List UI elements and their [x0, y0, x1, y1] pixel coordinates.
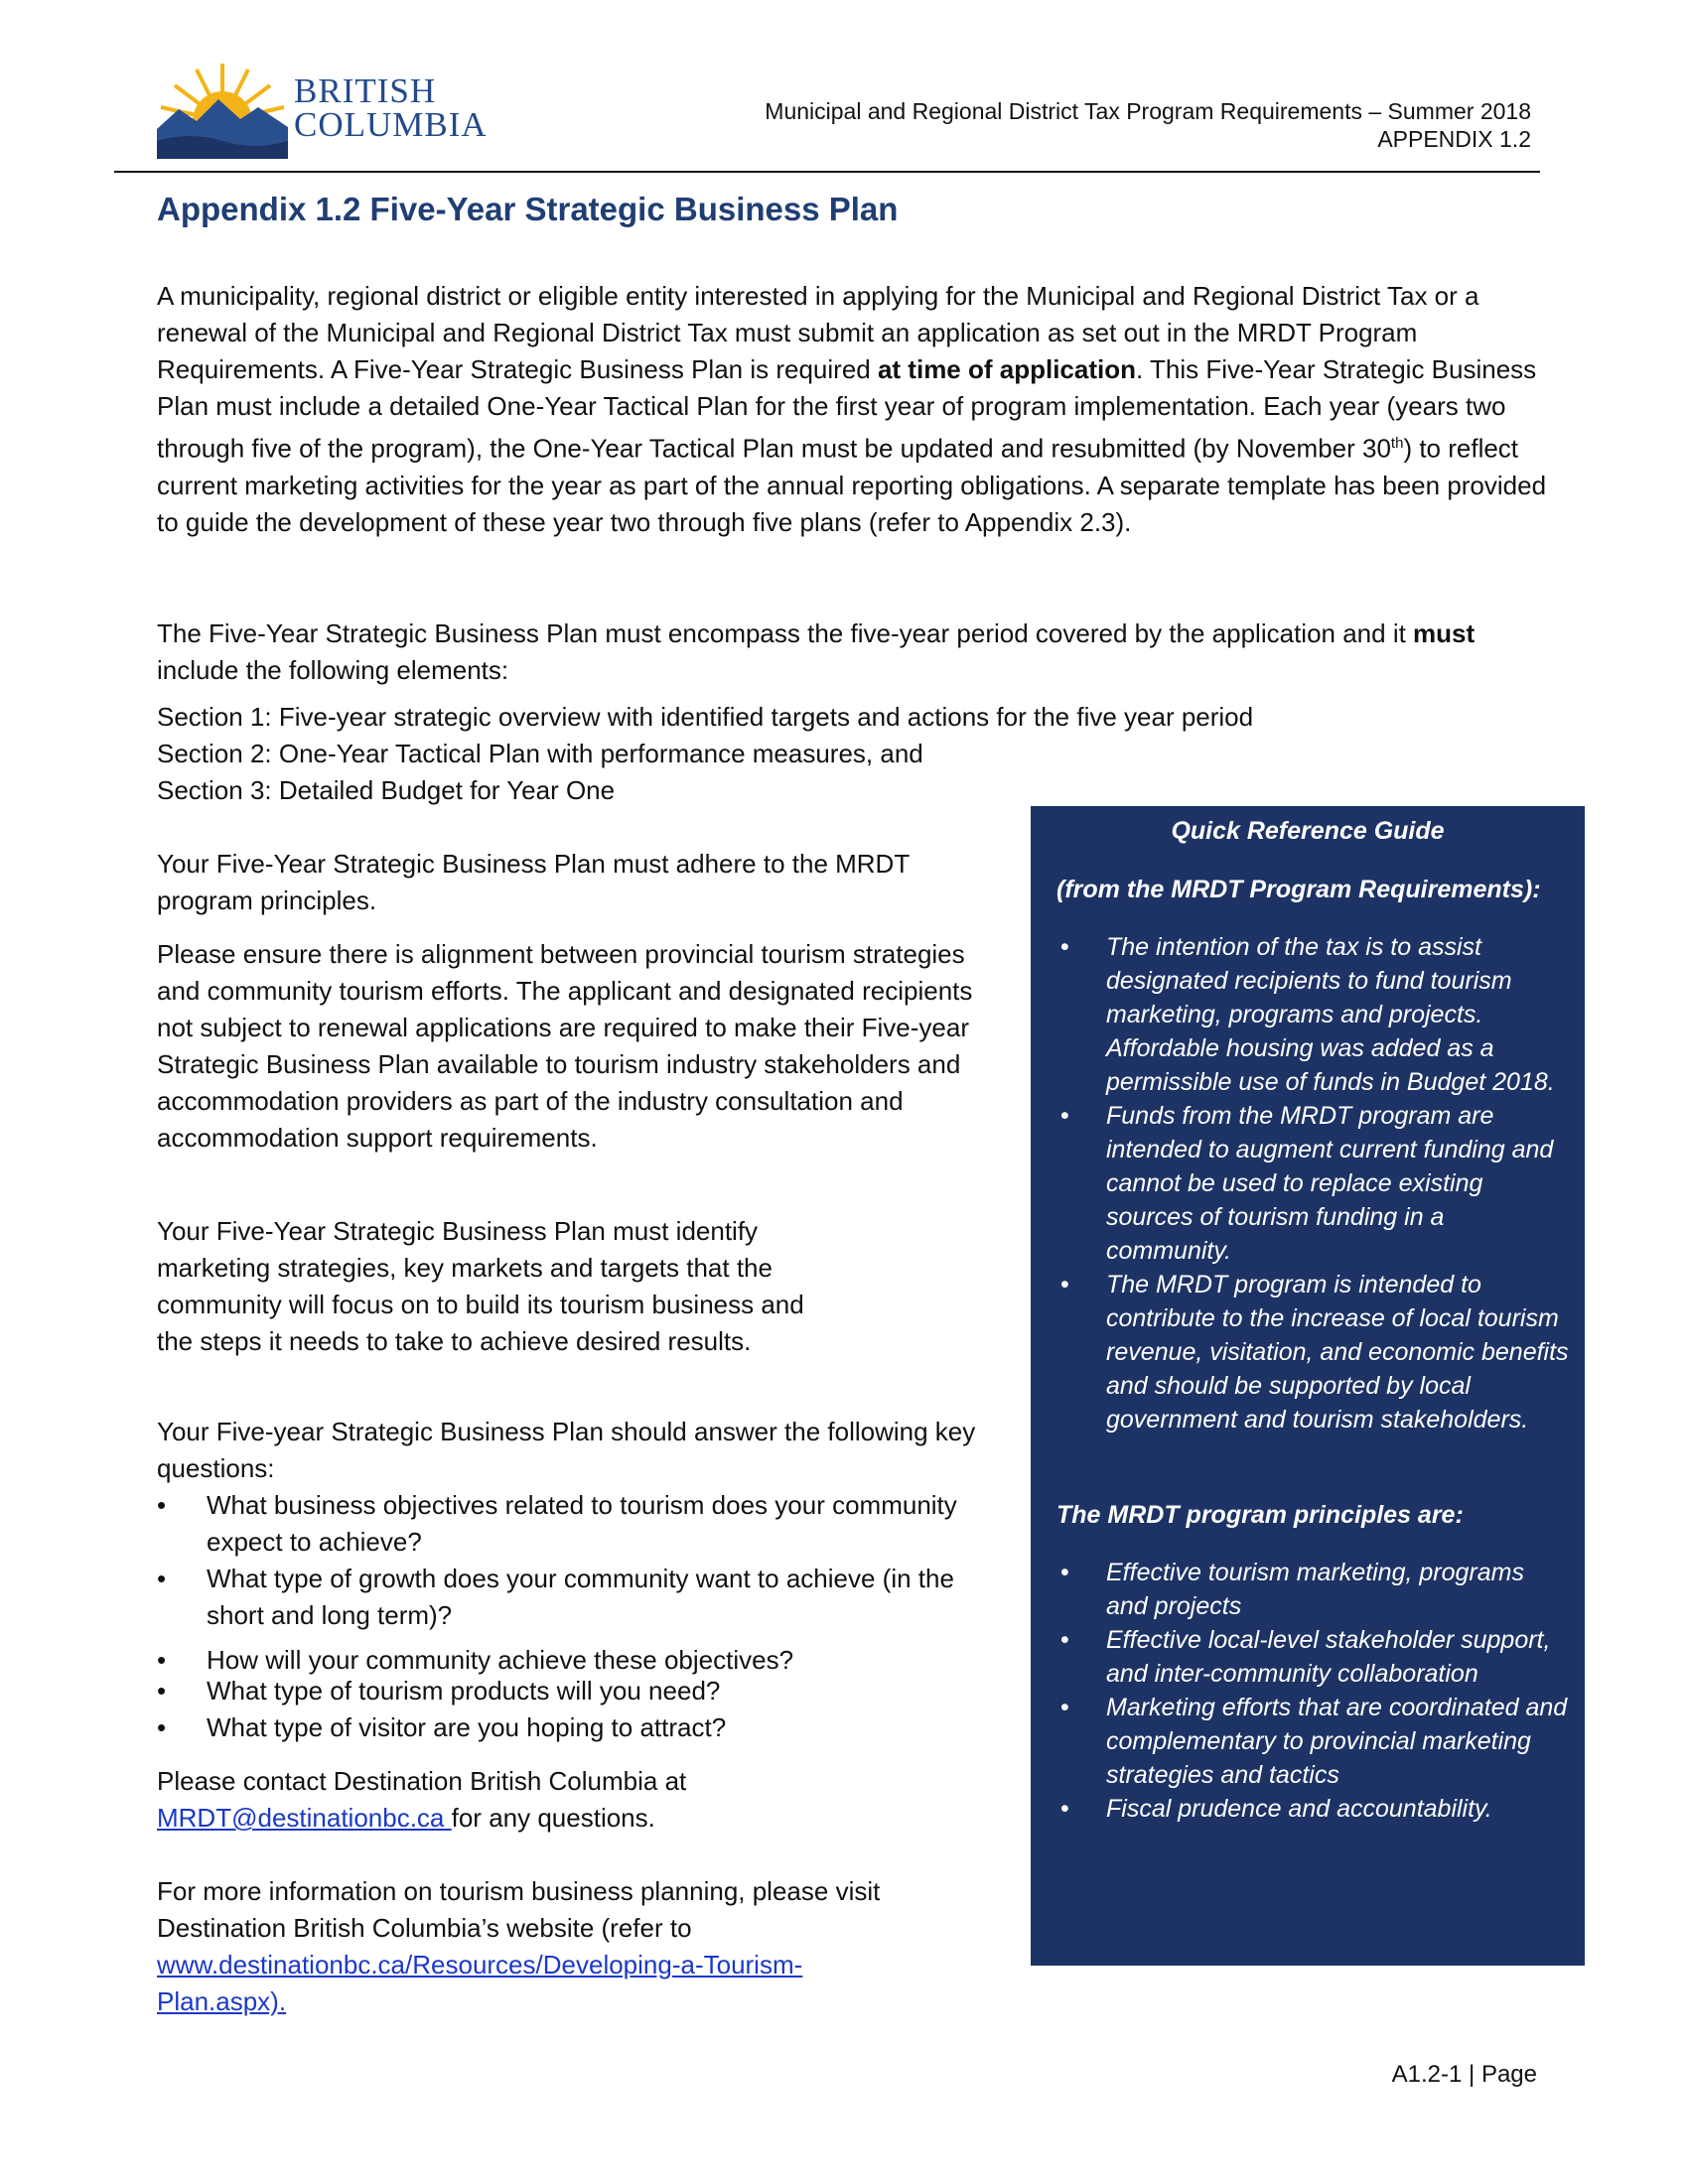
key-questions-list: [157, 1487, 1001, 1746]
website-link-line1[interactable]: www.destinationbc.ca/Resources/Developing-a-Tourism-: [157, 1950, 803, 1979]
list-item: • Fiscal prudence and accountability.: [1060, 1795, 1492, 1823]
quick-ref-title: Quick Reference Guide: [1171, 817, 1445, 845]
list-item: • What business objectives related to tourism does your community expect to achieve?: [157, 1490, 957, 1557]
quick-reference-box: [1031, 806, 1585, 1966]
website-link-line2[interactable]: Plan.aspx).: [157, 1986, 287, 2016]
section-item: Section 1: Five-year strategic overview with identified targets and actions for the five year period: [157, 702, 1254, 732]
quick-ref-list: [1031, 930, 1585, 1436]
list-item: • What type of visitor are you hoping to attract?: [157, 1712, 727, 1742]
more-info-paragraph: For more information on tourism business planning, please visit Destination British Columbia’s website (refer to www.destinationbc.ca/Resources/Developing-a-Tourism- Plan.aspx).: [157, 1876, 881, 2016]
principles-paragraph: Your Five-Year Strategic Business Plan must adhere to the MRDT program principles.: [157, 849, 910, 915]
list-item: • Effective local-level stakeholder support, and inter-community collaboration: [1060, 1626, 1551, 1688]
contact-paragraph: Please contact Destination British Columbia at MRDT@destinationbc.ca for any questions.: [157, 1766, 687, 1833]
list-item: • The intention of the tax is to assist designated recipients to fund tourism marketing, programs and projects. Affordable housing was added as a permissible use of funds in Budget 2018.: [1060, 933, 1555, 1096]
list-item: • Marketing efforts that are coordinated and complementary to provincial marketing strategies and tactics: [1060, 1694, 1568, 1789]
header-appendix-label: APPENDIX 1.2: [1377, 126, 1531, 152]
section-item: Section 2: One-Year Tactical Plan with performance measures, and: [157, 739, 923, 768]
section-item: Section 3: Detailed Budget for Year One: [157, 775, 616, 805]
questions-intro: Your Five-year Strategic Business Plan should answer the following key questions:: [157, 1417, 976, 1483]
intro-paragraph: A municipality, regional district or eligible entity interested in applying for the Municipal and Regional District Tax or a renewal of the Municipal and Regional District Tax must submit an application as set out in the MRDT Program Requirements. A Five-Year Strategic Business Plan is required at time of application. This Five-Year Strategic Business Plan must include a detailed One-Year Tactical Plan for the first year of program implementation. Each year (years two through five of the program), the One-Year Tactical Plan must be updated and resubmitted (by November 30th) to reflect current marketing activities for the year as part of the annual reporting obligations. A separate template has been provided to guide the development of these year two through five plans (refer to Appendix 2.3).: [157, 281, 1547, 537]
list-item: • Effective tourism marketing, programs and projects: [1060, 1559, 1524, 1620]
logo-wordmark: BRITISH COLUMBIA: [294, 71, 488, 144]
list-item: • What type of growth does your community want to achieve (in the short and long term)?: [157, 1564, 954, 1630]
bc-sun-mountain-icon: [157, 60, 288, 159]
page-title: Appendix 1.2 Five-Year Strategic Business Plan: [157, 191, 899, 227]
list-item: • What type of tourism products will you need?: [157, 1676, 721, 1706]
bc-logo: [157, 60, 494, 159]
alignment-paragraph: Please ensure there is alignment between provincial tourism strategies and community tourism efforts. The applicant and designated recipients not subject to renewal applications are required to make their Five-year Strategic Business Plan available to tourism industry stakeholders and accommodation providers as part of the industry consultation and accommodation support requirements.: [157, 939, 973, 1153]
principles-list: [1031, 1556, 1585, 1826]
header-doc-title: Municipal and Regional District Tax Program Requirements – Summer 2018: [765, 98, 1531, 124]
list-item: • How will your community achieve these objectives?: [157, 1645, 794, 1675]
page-header: [765, 97, 1531, 153]
list-item: • Funds from the MRDT program are intended to augment current funding and cannot be used to replace existing sources of tourism funding in a community.: [1060, 1102, 1554, 1265]
email-link[interactable]: MRDT@destinationbc.ca: [157, 1803, 452, 1833]
identify-paragraph: Your Five-Year Strategic Business Plan must identify marketing strategies, key markets and targets that the community will focus on to build its tourism business and the steps it needs to take to achieve desired results.: [157, 1216, 804, 1356]
quick-ref-subtitle: (from the MRDT Program Requirements):: [1056, 876, 1541, 903]
header-divider: [114, 171, 1540, 173]
principles-heading: The MRDT program principles are:: [1056, 1501, 1464, 1529]
list-item: • The MRDT program is intended to contribute to the increase of local tourism revenue, visitation, and economic benefits and should be supported by local government and tourism stakeholders.: [1060, 1271, 1569, 1433]
encompass-paragraph: The Five-Year Strategic Business Plan must encompass the five-year period covered by the application and it must include the following elements:: [157, 618, 1476, 685]
page-number: A1.2-1 | Page: [1391, 2061, 1537, 2088]
sections-list: [157, 699, 1547, 809]
